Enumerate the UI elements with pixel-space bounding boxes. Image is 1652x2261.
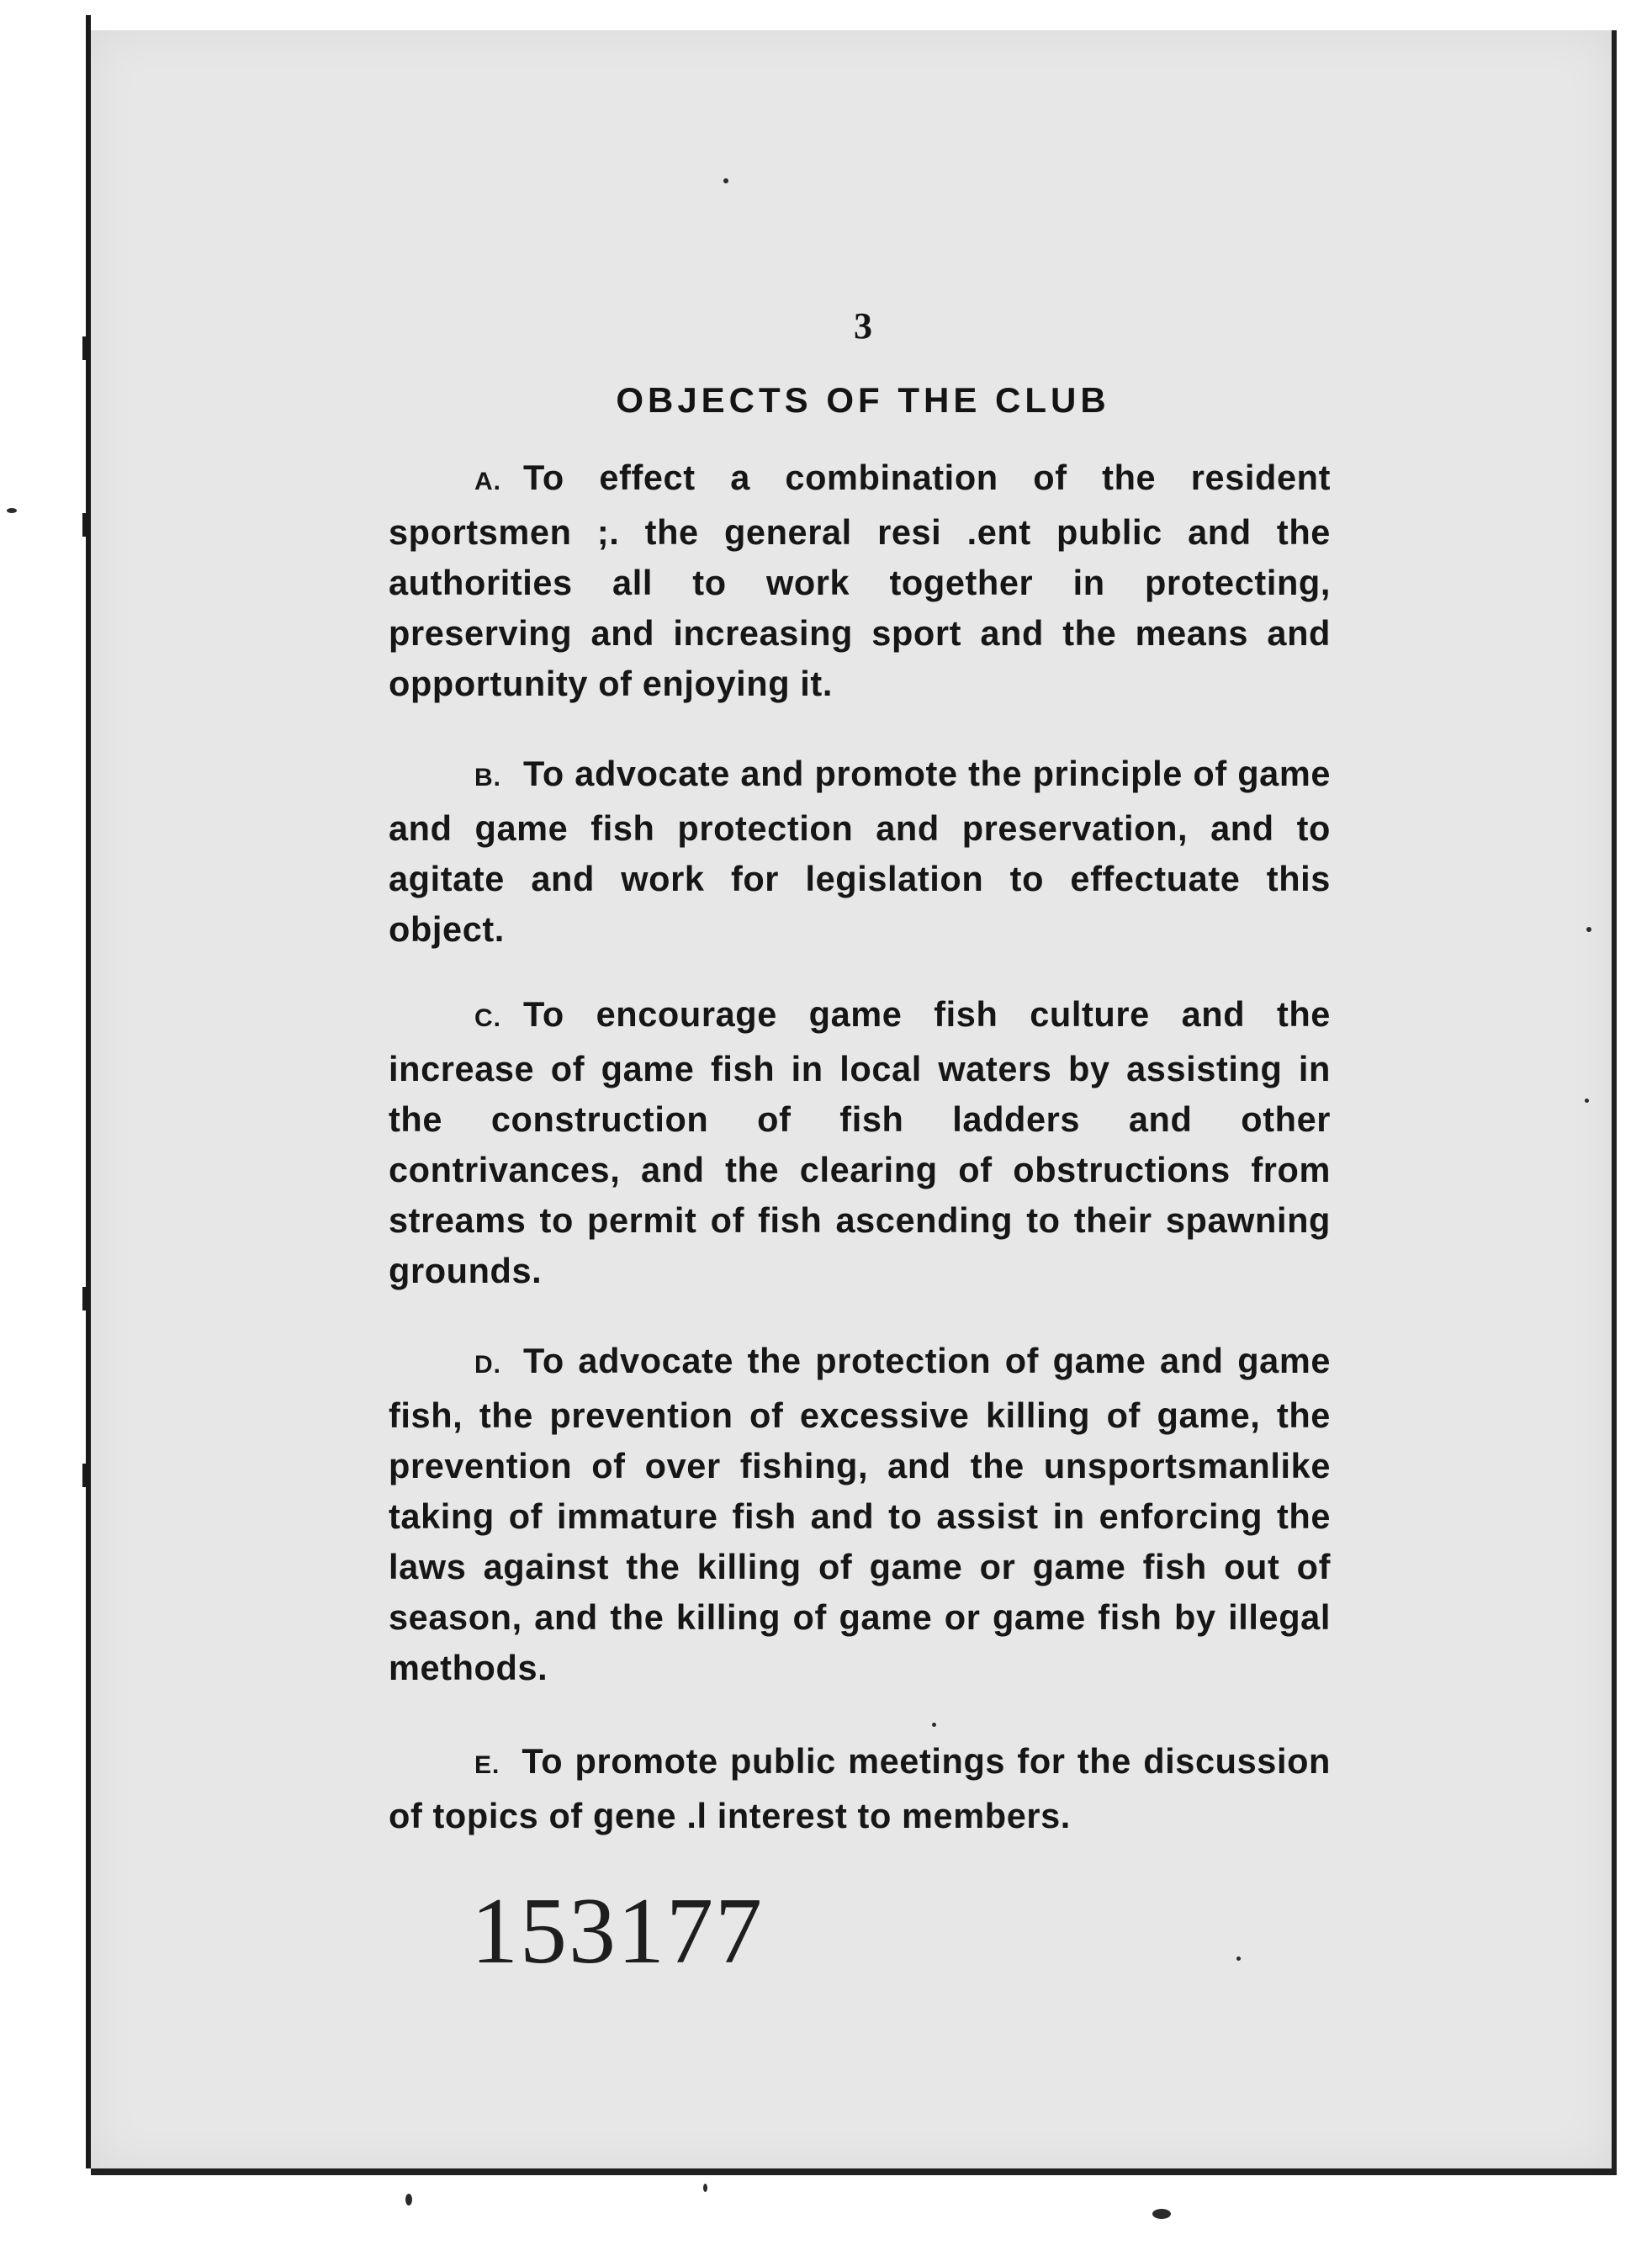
objective-c xyxy=(389,989,1331,1296)
objective-b xyxy=(389,749,1331,955)
scan-bottom-margin xyxy=(0,2175,1652,2261)
objective-a xyxy=(389,453,1331,709)
objective-letter: E. xyxy=(474,1751,500,1779)
objective-letter: B. xyxy=(474,764,501,792)
objective-letter: A. xyxy=(474,468,501,495)
objective-letter: D. xyxy=(474,1351,501,1379)
scan-speck xyxy=(1585,1099,1589,1103)
objective-text: To effect a combination of the resident sportsmen ;. the general resi .ent public and the authorities all to work together in protecting, preserving and increasing sport and the means and opportunity of enjoying it. xyxy=(389,458,1331,703)
scan-speck xyxy=(703,2184,707,2192)
page-title: OBJECTS OF THE CLUB xyxy=(616,380,1110,420)
binding-mark xyxy=(82,1287,91,1311)
objective-e xyxy=(389,1736,1331,1841)
binding-mark xyxy=(82,1464,91,1487)
objective-text: To promote public meetings for the discussion of topics of gene .l interest to members. xyxy=(389,1741,1331,1835)
binding-mark xyxy=(82,513,91,537)
objective-text: To advocate the protection of game and game fish, the prevention of excessive killing of game, the prevention of over fishing, and the unsportsmanlike taking of immature fish and to assist in enforcing the laws against the killing of game or game fish out of season, and the killing of game or game fish by illegal methods. xyxy=(389,1341,1331,1687)
scan-speck xyxy=(723,178,728,183)
objective-d xyxy=(389,1336,1331,1693)
scan-speck xyxy=(7,508,17,513)
scan-speck xyxy=(1236,1957,1241,1961)
scan-speck xyxy=(1152,2209,1171,2219)
page-number: 3 xyxy=(854,305,872,347)
scan-speck xyxy=(1586,927,1591,932)
objective-text: To encourage game fish culture and the increase of game fish in local waters by assisting in the construction of fish ladders and other contrivances, and the clearing of obstructions from streams to permit of fish ascending to their spawning grounds. xyxy=(389,994,1331,1290)
scan-speck xyxy=(405,2194,412,2205)
accession-number: 153177 xyxy=(471,1879,764,1983)
scan-speck xyxy=(932,1723,936,1727)
objective-text: To advocate and promote the principle of game and game fish protection and preservation, and to agitate and work for legislation to effectuate this object. xyxy=(389,754,1331,949)
objective-letter: C. xyxy=(474,1004,501,1032)
